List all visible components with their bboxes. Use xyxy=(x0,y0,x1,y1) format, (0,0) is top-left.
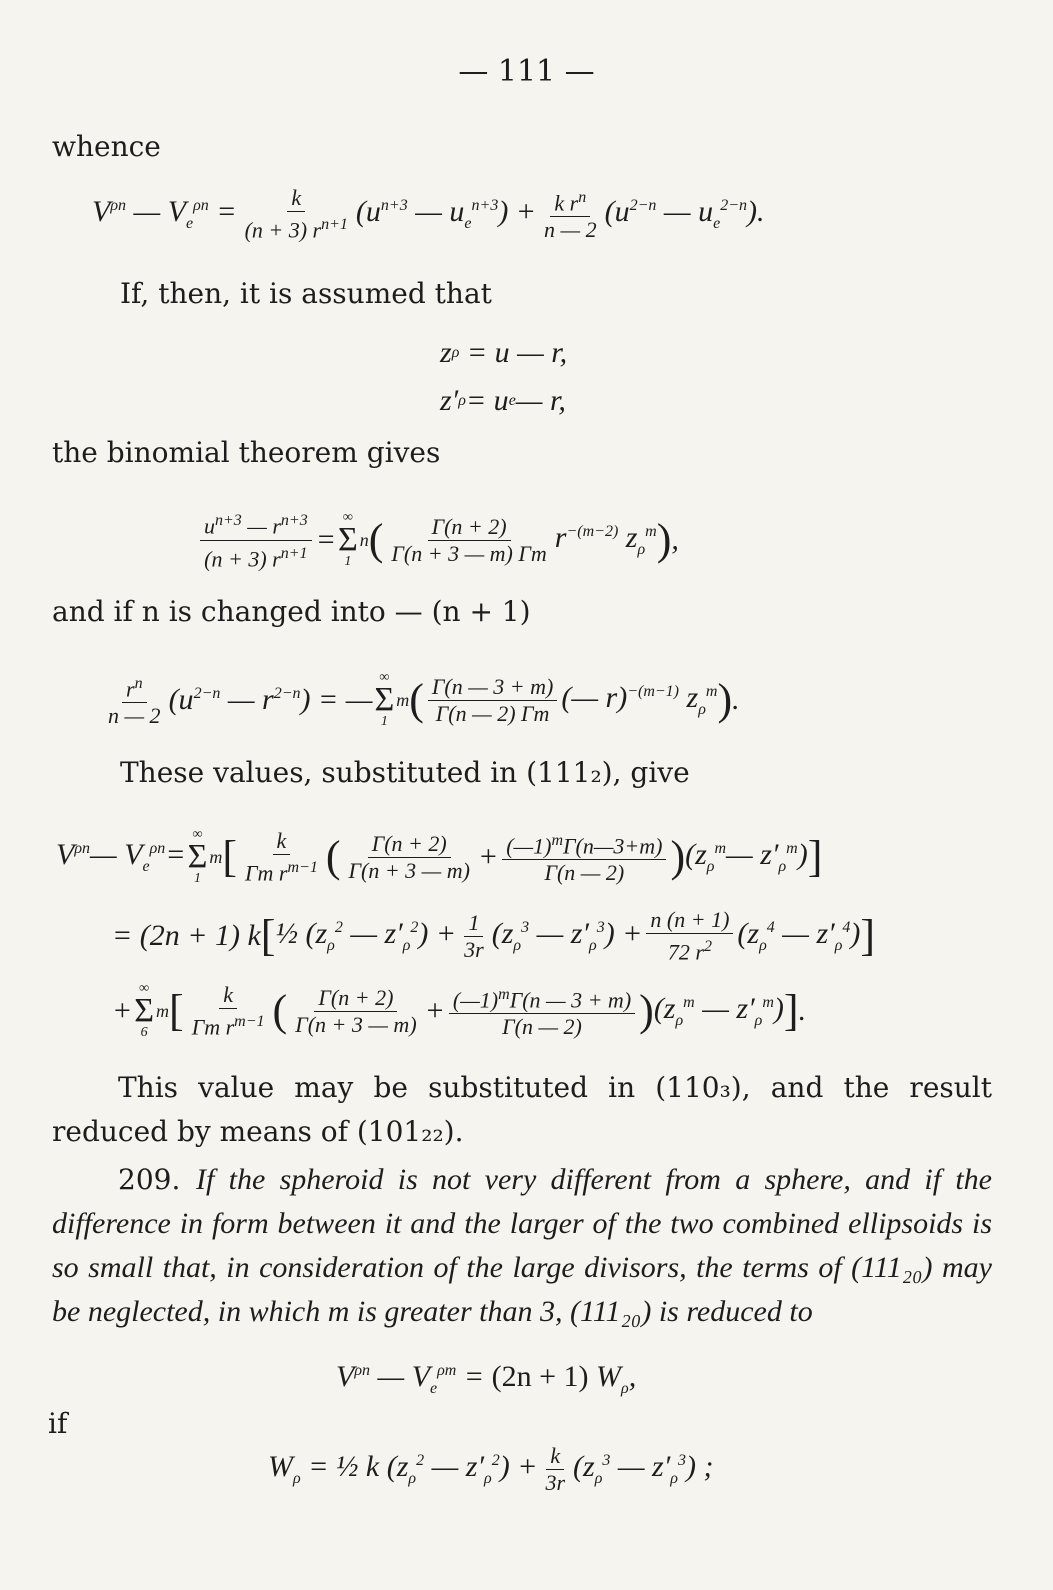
paragraph-209 xyxy=(52,1158,992,1334)
text-if: if xyxy=(48,1407,68,1440)
equation-2b: z′ ρ = u e — r, xyxy=(440,384,566,417)
para-209-text: If the spheroid is not very different from a sphere, and if the difference in form between it and the larger of the two combined ellipsoids is so small that, in consideration of the large divisors, the terms of (111₂₀) may be neglected, in which m is greater than 3, (111₂₀) is reduced to xyxy=(52,1163,993,1328)
equation-3: $\frac{u^{n+3} — r^{n+3}}{(n + 3) r^{n+1}}$ = ∞ Σ 1 n ( $\frac{\Gamma(n + 2)}{\Gamma(n + 3 — m) \Gamma m}$ $r^{-(m-2)}$ $z_\rho^m$ ) , xyxy=(196,500,679,580)
text-and-if: and if n is changed into — (n + 1) xyxy=(52,595,531,628)
para-209-number: 209. xyxy=(118,1163,181,1196)
equation-2a: z ρ = u — r, xyxy=(440,336,568,369)
equation-5a: $V^{\rho n}—$ $V_e^{\rho n}=$ ∞ Σ 1 m [ $\frac{k}{\Gamma m r^{m-1}}$ ( $\frac{\Gamma(n + 2)}{\Gamma(n + 3 — m)}$ + $\frac{(—1)^m\Gamma(n—3+m)}{\Gamma(n — 2)}$ ) ($z_\rho^m—$ $z'_\rho^m$) ] xyxy=(56,827,823,886)
text-these-values: These values, substituted in (111₂), give xyxy=(120,756,690,789)
text-binomial: the binomial theorem gives xyxy=(52,436,441,469)
equation-1: $V^{\rho n}$ — $V_e^{\rho n}$ = $\frac{k}{(n + 3) r^{n+1}}$ ($u^{n+3}$ — $u_e^{n+3}$) + $\frac{k r^n}{n — 2}$ ($u^{2-n}$ — $u_e^{2-n}$). xyxy=(92,184,765,243)
text-if-then: If, then, it is assumed that xyxy=(120,277,492,310)
equation-6: $V^{\rho n}$ — $V_e^{\rho m} = (2n + 1)$ $W_\rho$, xyxy=(336,1360,637,1397)
text-this-value: This value may be substituted in (110₃), and the result reduced by means of (101₂₂). xyxy=(52,1071,992,1148)
paragraph-this-value xyxy=(52,1066,992,1154)
equation-7: $W_\rho$ = ½ k ($z_\rho^2$ — $z'_\rho^2$) + $\frac{k}{3r}$ ($z_\rho^3$ — $z'_\rho^3$) ; xyxy=(268,1442,714,1495)
equation-5b: = (2n + 1) k [ ½ ($z_\rho^2$ — $z'_\rho^2$) + $\frac{1}{3r}$ ($z_\rho^3$ — $z'_\rho^3$) + $\frac{n (n + 1)}{72 r^2}$ ($z_\rho^4$ — $z'_\rho^4$) ] xyxy=(112,906,876,965)
equation-4: $\frac{r^n}{n — 2}$ ($u^{2-n}$ — $r^{2-n}$) = — ∞ Σ 1 m ( $\frac{\Gamma(n — 3 + m)}{\Gamma(n — 2) \Gamma m}$ (— r)$^{-(m-1)}$ $z_\rho^m$ ) . xyxy=(108,670,740,729)
equation-5c: + ∞ Σ 6 m [ $\frac{k}{\Gamma m r^{m-1}}$ ( $\frac{\Gamma(n + 2)}{\Gamma(n + 3 — m)}$ + $\frac{(—1)^m\Gamma(n — 3 + m)}{\Gamma(n — 2)}$ ) ($z_\rho^m$ — $z'_\rho^m$) ] . xyxy=(112,981,807,1040)
page-number: — 111 — xyxy=(458,54,595,89)
text-whence: whence xyxy=(52,130,161,163)
